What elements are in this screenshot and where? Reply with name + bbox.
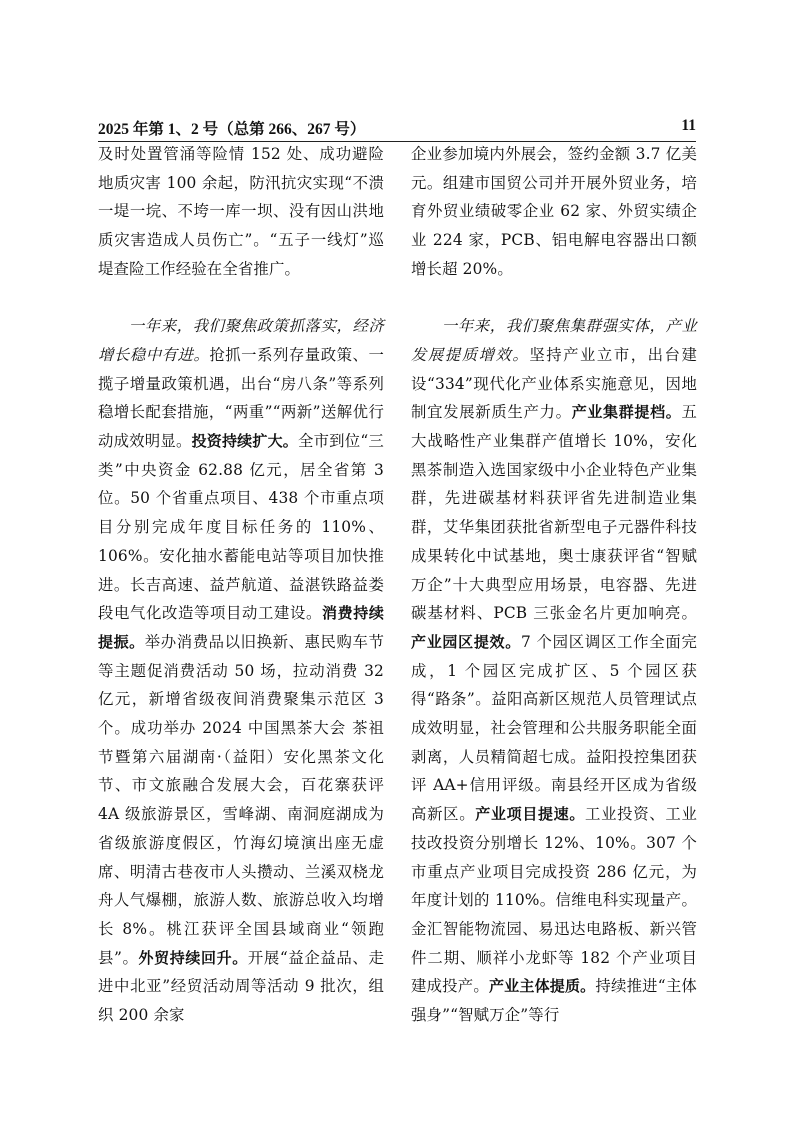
- body-text: 7 个园区调区工作全面完成，1 个园区完成扩区、5 个园区获得“路条”。益阳高新区规范人员管理试点成效明显，社会管理和公共服务职能全面剥离，人员精简超七成。益阳投控集团获评 AA+信用评级。南县经开区成为省级高新区。: [411, 632, 697, 824]
- subheading-consumption: 消费持续提振。: [98, 604, 384, 651]
- body-text: 坚持产业立市，出台建设“334”现代化产业体系实施意见，因地制宜发展新质生产力。: [411, 345, 697, 422]
- paragraph-policy: [98, 312, 384, 1030]
- body-text: 五大战略性产业集群产值增长 10%，安化黑茶制造入选国家级中小企业特色产业集群，先进碳基材料获评省先进制造业集群，艾华集团获批省新型电子元器件科技成果转化中试基地，奥士康获评省“智赋万企”十大典型应用场景，电容器、先进碳基材料、PCB 三张金名片更加响亮。: [411, 403, 697, 623]
- subheading-park: 产业园区提效。: [411, 632, 521, 651]
- subheading-project: 产业项目提速。: [475, 805, 586, 824]
- subheading-investment: 投资持续扩大。: [191, 432, 298, 451]
- subheading-cluster: 产业集群提档。: [571, 403, 682, 422]
- right-column: [411, 140, 697, 1030]
- paragraph-continuation: 企业参加境内外展会，签约金额 3.7 亿美元。组建市国贸公司并开展外贸业务，培育外贸业绩破零企业 62 家、外贸实绩企业 224 家，PCB、铝电解电容器出口额增长超 20%。: [411, 145, 697, 278]
- page-number: 11: [681, 117, 696, 134]
- body-text: 举办消费品以旧换新、惠民购车节等主题促消费活动 50 场，拉动消费 32 亿元，新增省级夜间消费聚集示范区 3 个。成功举办 2024 中国黑茶大会 茶祖节暨第六届湖南·（益阳）安化黑茶文化节、市文旅融合发展大会，百花寨获评 4A 级旅游景区，雪峰湖、南洞庭湖成为省级旅游度假区，竹海幻境演出座无虚席、明清古巷夜市人头攒动、兰溪双桡龙舟人气爆棚，旅游人数、旅游总收入均增长 8%。桃江获评全国县域商业“领跑县”。: [98, 632, 384, 967]
- section-lead: 一年来，我们聚焦政策抓落实，经济增长稳中有进。: [98, 317, 384, 364]
- body-text: 抢抓一系列存量政策、一揽子增量政策机遇，出台“房八条”等系列稳增长配套措施，“两重”“两新”送解优行动成效明显。: [98, 345, 384, 451]
- body-text: 开展“益企益品、走进中北亚”经贸活动周等活动 9 批次，组织 200 余家: [98, 948, 384, 1025]
- page-header: [98, 115, 696, 142]
- body-text: 全市到位“三类”中央资金 62.88 亿元，居全省第 3 位。50 个省重点项目、438 个市重点项目分别完成年度目标任务的 110%、106%。安化抽水蓄能电站等项目加快推进。长吉高速、益芦航道、益湛铁路益娄段电气化改造等项目动工建设。: [98, 432, 384, 623]
- section-lead: 一年来，我们聚焦集群强实体，产业发展提质增效。: [411, 317, 697, 364]
- subheading-trade: 外贸持续回升。: [138, 948, 248, 967]
- subheading-entity: 产业主体提质。: [488, 977, 596, 996]
- issue-label: 2025 年第 1、2 号（总第 266、267 号）: [98, 121, 366, 138]
- paragraph-industry: [411, 312, 697, 1030]
- body-text: 持续推进“主体强身”“智赋万企”等行: [411, 977, 697, 1025]
- body-text: 工业投资、工业技改投资分别增长 12%、10%。307 个市重点产业项目完成投资 286 亿元，为年度计划的 110%。信维电科实现量产。金汇智能物流园、易迅达电路板、新兴管件二期、顺祥小龙虾等 182 个产业项目建成投产。: [411, 805, 697, 996]
- left-column: [98, 140, 384, 1030]
- paragraph-continuation: 及时处置管涌等险情 152 处、成功避险地质灾害 100 余起，防汛抗灾实现“不溃一堤一垸、不垮一库一坝、没有因山洪地质灾害造成人员伤亡”。“五子一线灯”巡堤查险工作经验在全省推广。: [98, 145, 384, 278]
